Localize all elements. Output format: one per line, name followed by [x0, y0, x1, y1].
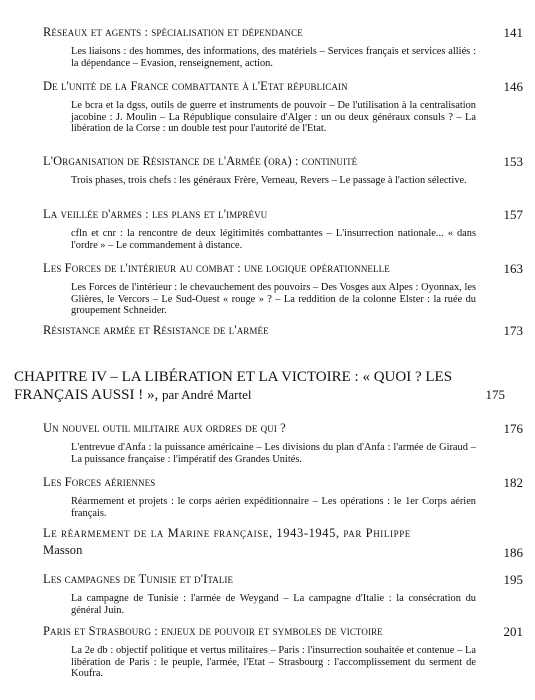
toc-entry-title-line1: Le réarmement de la Marine française, 1943-1945, par Philippe [43, 526, 411, 540]
chapter-author: par André Martel [161, 387, 252, 402]
toc-entry [43, 624, 523, 680]
toc-entry-title: Résistance armée et Résistance de l'armée [43, 323, 269, 337]
chapter-heading [14, 369, 504, 404]
toc-page-number: 153 [503, 154, 523, 169]
toc-page-number: 173 [503, 323, 523, 338]
chapter-title-line1: CHAPITRE IV – LA LIBÉRATION ET LA VICTOIRE : « QUOI ? LES [14, 369, 453, 385]
toc-entry-title: Les Forces de l'intérieur au combat : une logique opérationnelle [43, 261, 390, 275]
toc-page-number: 157 [503, 207, 523, 222]
toc-entry [43, 421, 523, 465]
toc-entry-description: Le bcra et la dgss, outils de guerre et instruments de pouvoir – De l'utilisation à la centralisation jacobine : J. Moulin – La République consulaire d'Alger : un ou deux généraux consuls ? – La libération de la Corse : un double test pour l'autorité de l'Etat. [71, 100, 476, 135]
toc-entry [43, 475, 523, 519]
toc-entry [43, 323, 523, 338]
toc-entry-title: Les Forces aériennes [43, 475, 156, 489]
toc-entry-title: L'Organisation de Résistance de l'Armée (ora) : continuité [43, 154, 358, 168]
toc-entry-description: cfln et cnr : la rencontre de deux légitimités combattantes – L'insurrection nationale... « dans l'ordre » – Le commandement à distance. [71, 228, 476, 251]
toc-entry [43, 79, 523, 135]
toc-entry-title: Réseaux et agents : spécialisation et dépendance [43, 25, 303, 39]
toc-entry-description: La campagne de Tunisie : l'armée de Weygand – La campagne d'Italie : la consécration du général Juin. [71, 593, 476, 616]
toc-entry [43, 526, 523, 560]
toc-entry-title: De l'unité de la France combattante à l'Etat républicain [43, 79, 348, 93]
toc-page-number: 201 [503, 624, 523, 639]
toc-page-number: 176 [503, 421, 523, 436]
toc-entry [43, 25, 523, 69]
chapter-title-line2-wrap [14, 386, 504, 404]
toc-page-number: 182 [503, 475, 523, 490]
toc-entry [43, 261, 523, 317]
toc-entry-description: Réarmement et projets : le corps aérien expéditionnaire – Les opérations : le 1er Corps aérien français. [71, 496, 476, 519]
chapter-page-number: 175 [485, 387, 505, 402]
toc-entry-description: Les liaisons : des hommes, des informations, des matériels – Services français et services alliés : la dépendance – Evasion, renseignement, action. [71, 46, 476, 69]
toc-page-number: 195 [503, 572, 523, 587]
toc-entry [43, 154, 523, 187]
toc-entry-title: La veillée d'armes : les plans et l'imprévu [43, 207, 268, 221]
toc-entry-description: Trois phases, trois chefs : les généraux Frère, Verneau, Revers – Le passage à l'action sélective. [71, 175, 467, 186]
toc-page-number: 146 [503, 79, 523, 94]
toc-entry-title: Les campagnes de Tunisie et d'Italie [43, 572, 234, 586]
toc-entry-description: La 2e db : objectif politique et vertus militaires – Paris : l'insurrection souhaitée et contenue – La libération de Paris : le peuple, l'armée, l'Etat – Strasbourg : l'accomplissement du serment de Koufra. [71, 645, 476, 680]
toc-entry [43, 572, 523, 616]
toc-entry-description: Les Forces de l'intérieur : le chevauchement des pouvoirs – Des Vosges aux Alpes : Oyonnax, les Glières, le Vercors – Le Sud-Ouest « rouge » ? – La reddition de la colonne Elster : la ruée du groupement Schneider. [71, 282, 476, 317]
toc-entry [43, 207, 523, 251]
toc-entry-title: Un nouvel outil militaire aux ordres de qui ? [43, 421, 286, 435]
chapter-title-line2: FRANÇAIS AUSSI ! », [14, 387, 162, 403]
toc-page-number: 141 [503, 25, 523, 40]
toc-entry-title-line2: Masson [43, 543, 83, 557]
toc-entry-description: L'entrevue d'Anfa : la puissance américaine – Les divisions du plan d'Anfa : l'armée de Giraud – La puissance française : l'impératif des Grandes Unités. [71, 442, 476, 465]
toc-page-number: 163 [503, 261, 523, 276]
toc-entry-title: Paris et Strasbourg : enjeux de pouvoir et symboles de victoire [43, 624, 383, 638]
toc-page-number: 186 [503, 545, 523, 560]
